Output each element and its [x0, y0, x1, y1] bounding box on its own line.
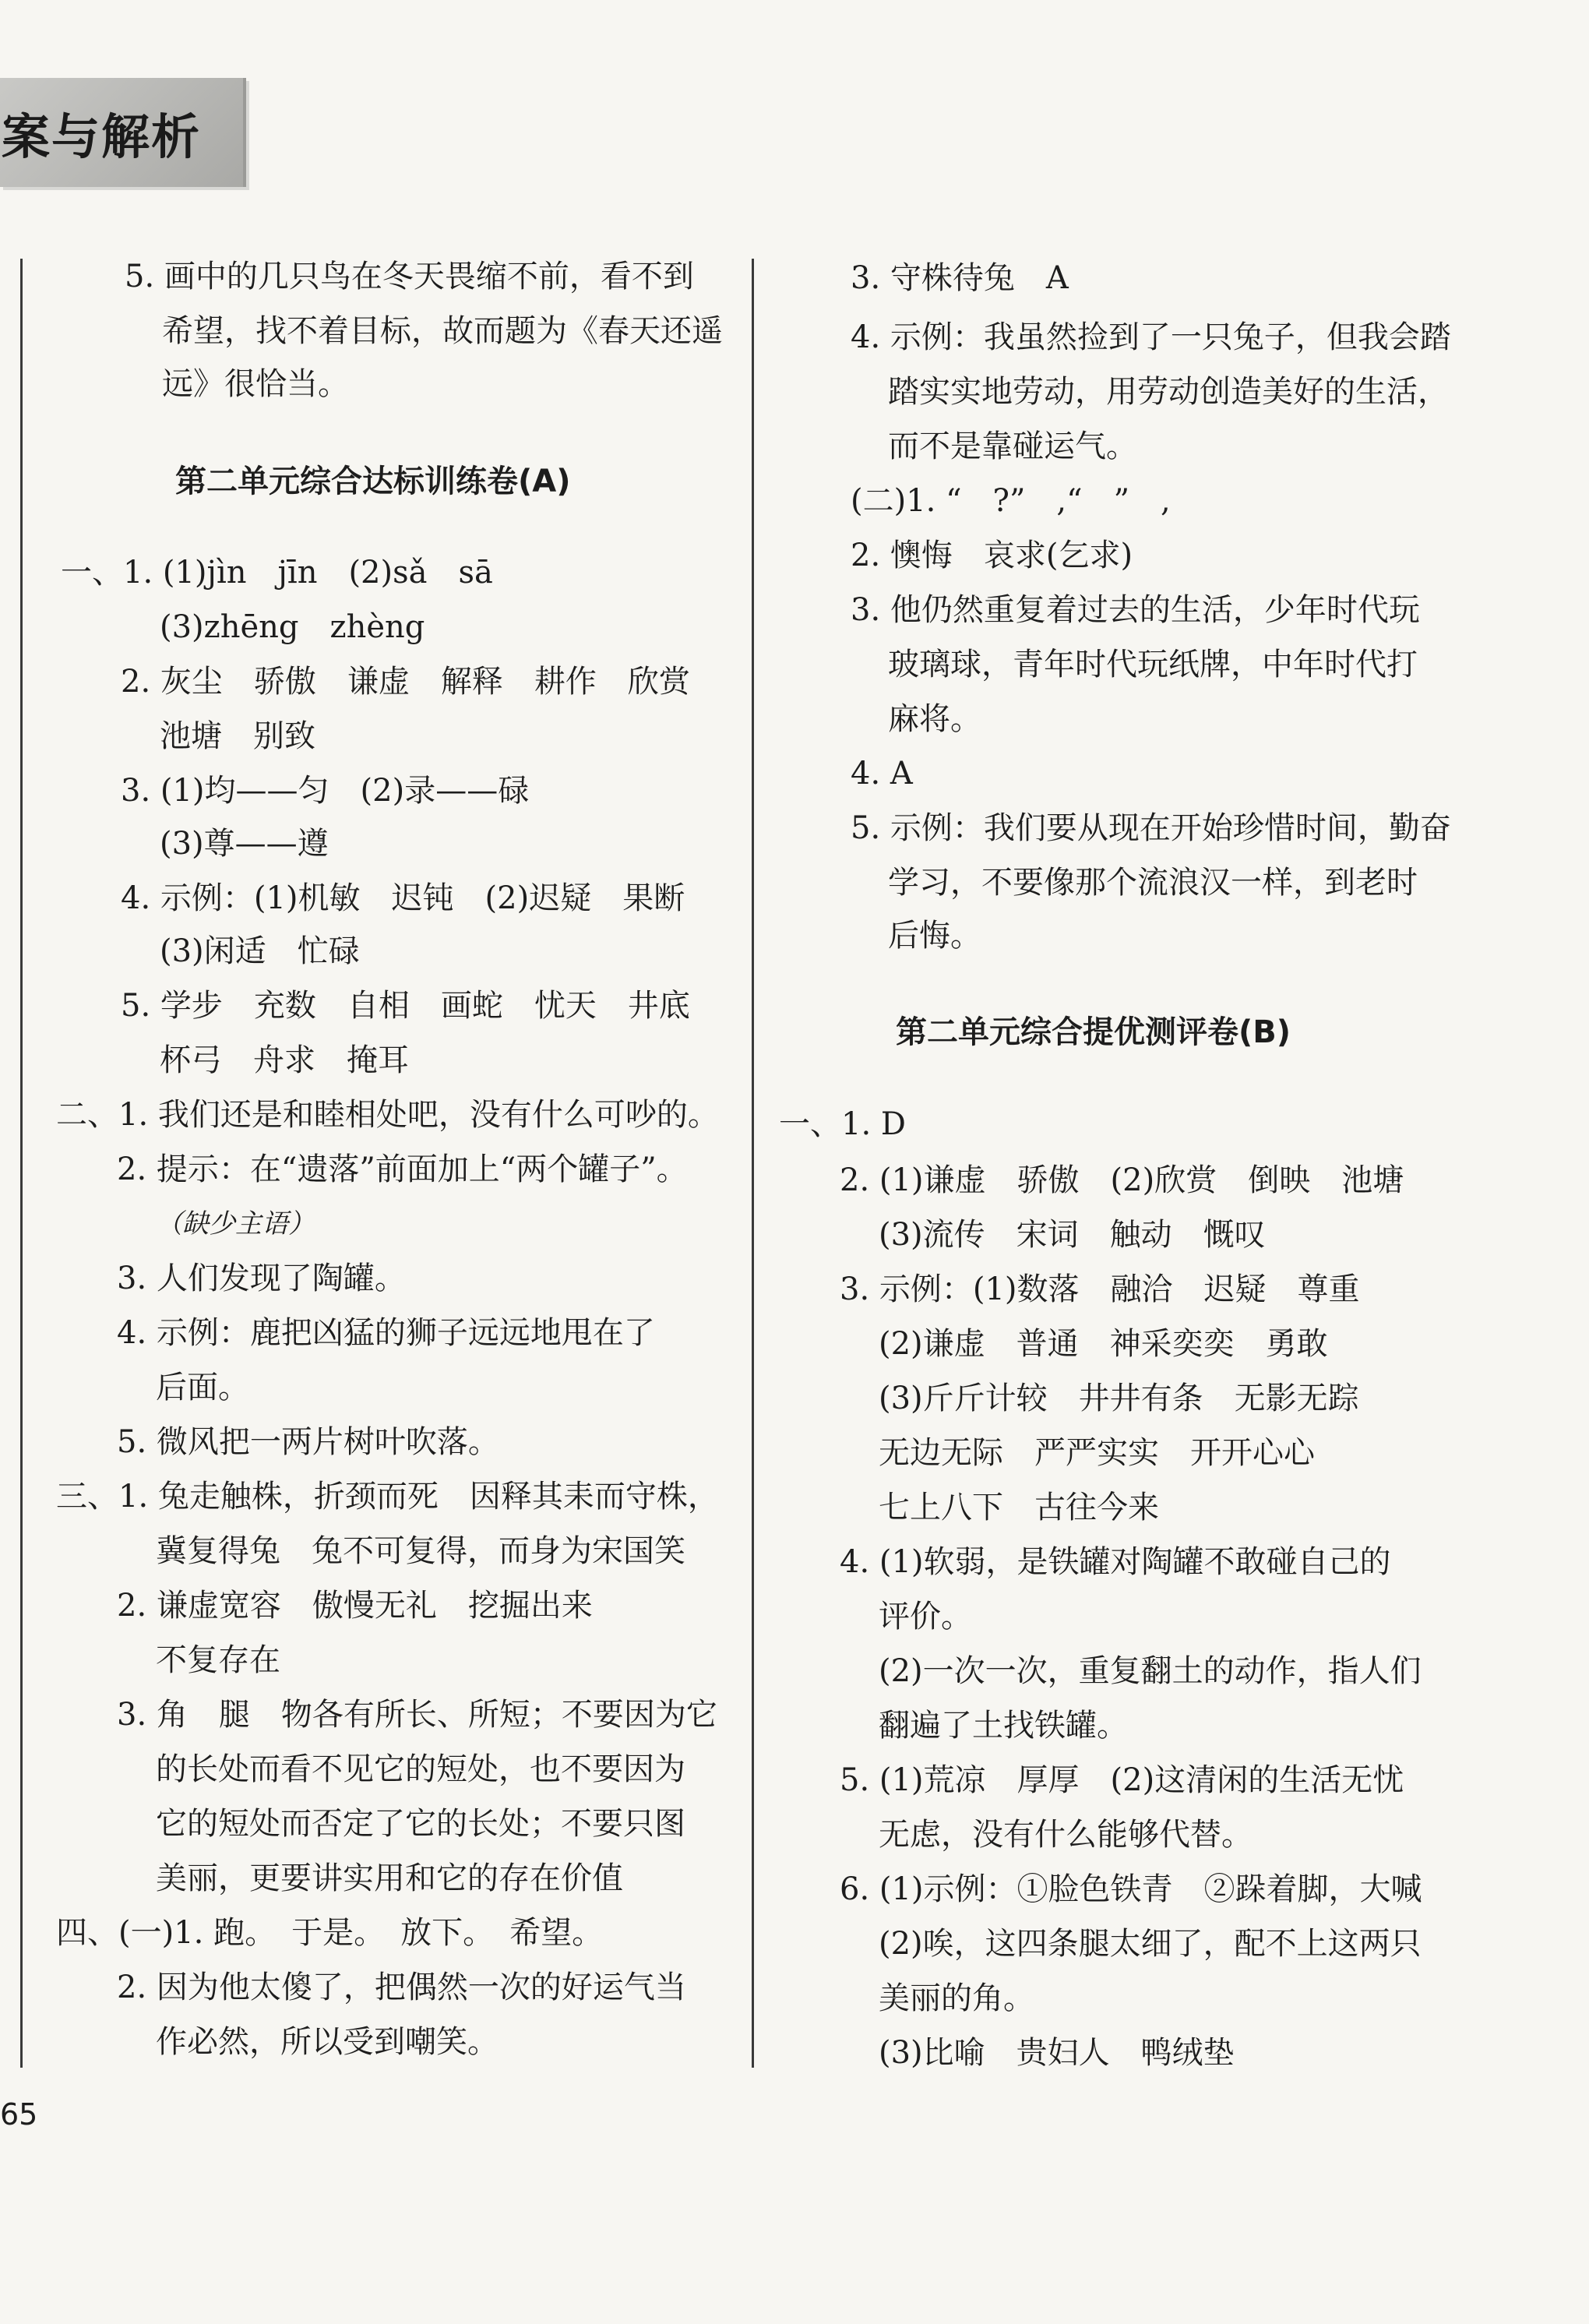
- answer-line: 3. 守株待兔 A: [851, 260, 1069, 296]
- answer-line: 的长处而看不见它的短处，也不要因为: [156, 1751, 685, 1787]
- answer-line: 3. 他仍然重复着过去的生活，少年时代玩: [851, 592, 1420, 628]
- answer-line: 4. 示例：(1)机敏 迟钝 (2)迟疑 果断: [121, 880, 685, 916]
- answer-line: 2. 懊悔 哀求(乞求): [851, 538, 1133, 573]
- answer-line: (2)谦虚 普通 神采奕奕 勇敢: [879, 1326, 1328, 1362]
- answer-line: 后悔。: [888, 918, 981, 954]
- answer-line: 2. 提示：在“遗落”前面加上“两个罐子”。: [117, 1151, 688, 1187]
- answer-line: 5. 学步 充数 自相 画蛇 忧天 井底: [121, 988, 690, 1024]
- answer-line: 2. (1)谦虚 骄傲 (2)欣赏 倒映 池塘: [840, 1162, 1404, 1198]
- answer-line: (3)zhēng zhèng: [160, 609, 425, 645]
- answer-line: 4. (1)软弱，是铁罐对陶罐不敢碰自己的: [840, 1544, 1391, 1580]
- answer-line: 4. 示例：我虽然捡到了一只兔子，但我会踏: [851, 319, 1451, 355]
- answer-line: 杯弓 舟求 掩耳: [160, 1042, 409, 1078]
- answer-line: 评价。: [879, 1599, 972, 1635]
- answer-line: 作必然，所以受到嘲笑。: [156, 2024, 499, 2060]
- answer-line: (3)斤斤计较 井井有条 无影无踪: [879, 1381, 1359, 1416]
- answer-line: 6. (1)示例：①脸色铁青 ②跺着脚，大喊: [840, 1871, 1422, 1907]
- answer-line: 5. 微风把一两片树叶吹落。: [117, 1424, 499, 1460]
- answer-line: 3. 角 腿 物各有所长、所短；不要因为它: [117, 1697, 717, 1733]
- answer-line: (2)一次一次，重复翻土的动作，指人们: [879, 1653, 1422, 1689]
- section-title-left: 第二单元综合达标训练卷(A): [175, 464, 571, 499]
- answer-line: 2. 因为他太傻了，把偶然一次的好运气当: [117, 1970, 686, 2005]
- answer-line: 远》很恰当。: [162, 366, 349, 402]
- answer-line: (3)闲适 忙碌: [160, 933, 360, 969]
- answer-line: 美丽，更要讲实用和它的存在价值: [156, 1860, 623, 1896]
- answer-line: 3. (1)均——匀 (2)录——碌: [121, 773, 530, 809]
- answer-line: 2. 谦虚宽容 傲慢无礼 挖掘出来: [117, 1588, 593, 1624]
- answer-line: 2. 灰尘 骄傲 谦虚 解释 耕作 欣赏: [121, 664, 690, 700]
- answer-line: 5. (1)荒凉 厚厚 (2)这清闲的生活无忧: [840, 1762, 1404, 1798]
- answer-line: 希望，找不着目标，故而题为《春天还遥: [162, 313, 723, 349]
- left-margin-rule: [20, 259, 23, 2068]
- answer-line: 玻璃球，青年时代玩纸牌，中年时代打: [888, 647, 1418, 682]
- answer-line: 冀复得兔 兔不可复得，而身为宋国笑: [156, 1533, 685, 1569]
- answer-line: (3)比喻 贵妇人 鸭绒垫: [879, 2035, 1235, 2071]
- answer-note: （缺少主语）: [156, 1208, 315, 1240]
- answer-line: 3. 示例：(1)数落 融洽 迟疑 尊重: [840, 1271, 1360, 1307]
- answer-line: 4. A: [851, 756, 913, 792]
- answer-line: (3)尊——遵: [160, 826, 329, 862]
- answer-line: 4. 示例：鹿把凶猛的狮子远远地甩在了: [117, 1315, 655, 1351]
- answer-line: (2)唉，这四条腿太细了，配不上这两只: [879, 1926, 1422, 1962]
- answer-line: 无边无际 严严实实 开开心心: [879, 1435, 1315, 1471]
- answer-line: 二、1. 我们还是和睦相处吧，没有什么可吵的。: [56, 1097, 719, 1133]
- answer-line: 麻将。: [888, 701, 981, 737]
- answer-line: 一、1. D: [779, 1106, 906, 1142]
- answer-line: 四、(一)1. 跑。 于是。 放下。 希望。: [56, 1915, 604, 1951]
- answer-line: 而不是靠碰运气。: [888, 428, 1137, 464]
- answer-line: 不复存在: [156, 1642, 280, 1678]
- answer-line: 学习，不要像那个流浪汉一样，到老时: [888, 865, 1418, 901]
- header-title: 案与解析: [2, 108, 202, 165]
- answer-line: 3. 人们发现了陶罐。: [117, 1261, 406, 1296]
- answer-line: 翻遍了土找铁罐。: [879, 1708, 1128, 1744]
- answer-line: (二)1. “ ?” ,“ ” ,: [851, 483, 1171, 519]
- section-title-right: 第二单元综合提优测评卷(B): [896, 1014, 1291, 1050]
- page-number: 65: [0, 2097, 38, 2132]
- answer-line: 美丽的角。: [879, 1980, 1034, 2016]
- answer-line: 踏实实地劳动，用劳动创造美好的生活，: [888, 374, 1449, 410]
- answer-line: 5. 画中的几只鸟在冬天畏缩不前，看不到: [125, 259, 694, 294]
- answer-line: 5. 示例：我们要从现在开始珍惜时间，勤奋: [851, 810, 1451, 846]
- answer-line: 后面。: [156, 1370, 249, 1405]
- header-tab: [0, 78, 246, 187]
- column-divider: [752, 259, 754, 2068]
- answer-line: (3)流传 宋词 触动 慨叹: [879, 1217, 1266, 1253]
- answer-line: 七上八下 古往今来: [879, 1490, 1159, 1525]
- answer-line: 它的短处而否定了它的长处；不要只图: [156, 1806, 685, 1842]
- answer-line: 无虑，没有什么能够代替。: [879, 1817, 1253, 1853]
- answer-line: 一、1. (1)jìn jīn (2)sǎ sā: [61, 555, 493, 591]
- answer-line: 三、1. 兔走触株，折颈而死 因释其耒而守株，: [56, 1479, 719, 1515]
- answer-line: 池塘 别致: [160, 718, 315, 754]
